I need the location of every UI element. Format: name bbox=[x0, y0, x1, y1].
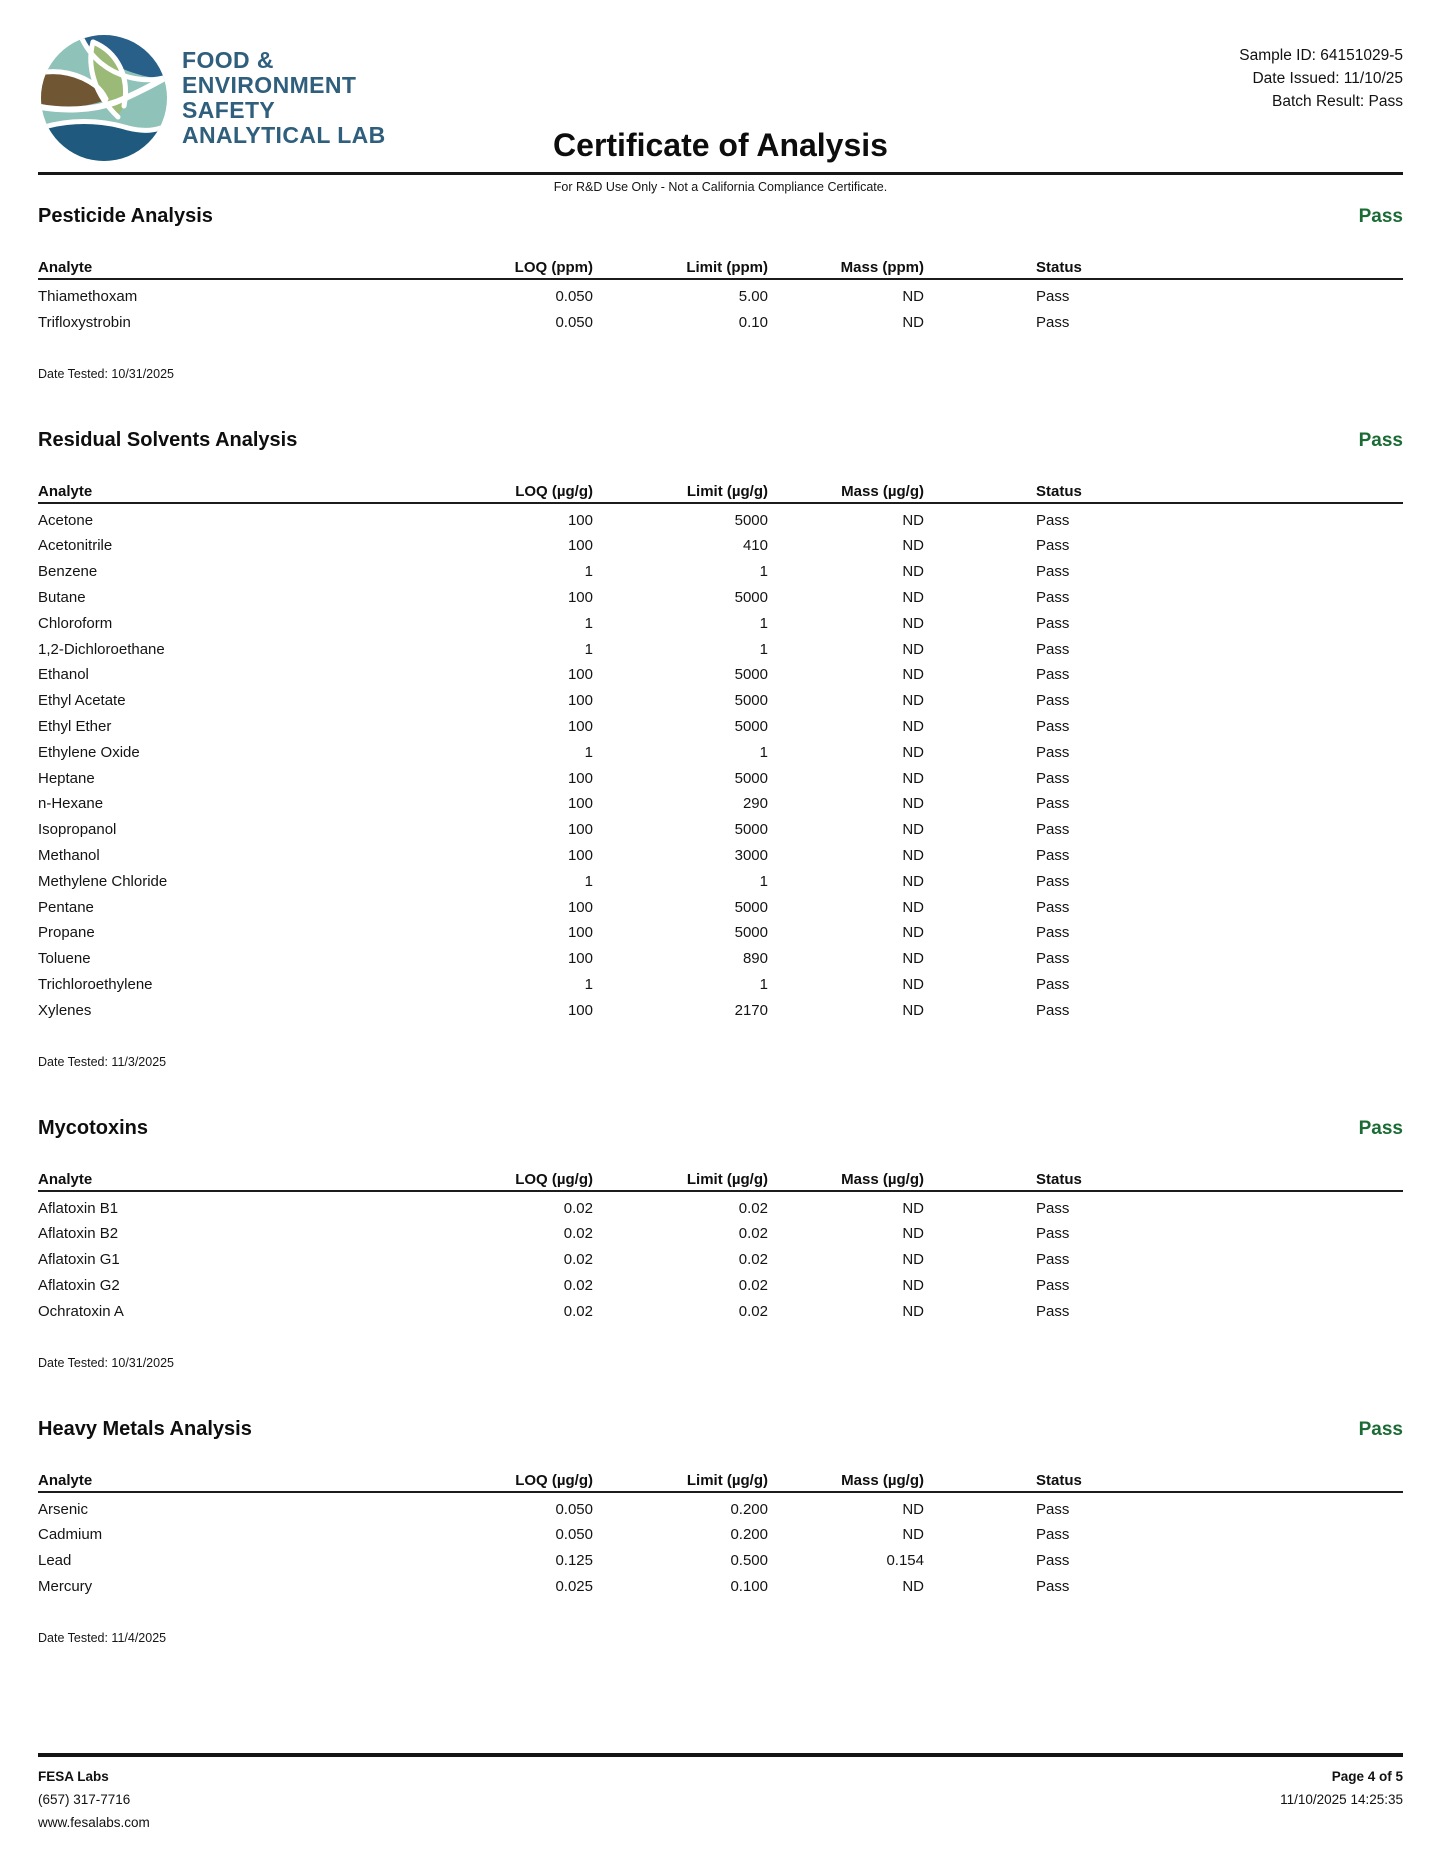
table-cell: Mercury bbox=[38, 1577, 93, 1595]
table-cell: 1 bbox=[584, 743, 593, 761]
table-cell: Pass bbox=[1036, 1526, 1070, 1544]
col-status: Status bbox=[924, 1172, 1403, 1191]
section-header bbox=[38, 429, 1403, 452]
table-cell: ND bbox=[902, 666, 924, 684]
table-cell: 1,2-Dichloroethane bbox=[38, 640, 165, 658]
table-cell: 1 bbox=[759, 743, 768, 761]
section-header bbox=[38, 1117, 1403, 1140]
table-cell: Pass bbox=[1036, 1577, 1070, 1595]
col-limit: Limit (µg/g) bbox=[593, 1172, 768, 1191]
table-row bbox=[38, 1492, 1403, 1523]
table-row bbox=[38, 1548, 1403, 1574]
table-cell: Pass bbox=[1036, 511, 1070, 529]
table-cell: 1 bbox=[584, 975, 593, 993]
table-row bbox=[38, 869, 1403, 895]
lab-name-line: ANALYTICAL LAB bbox=[182, 122, 386, 148]
table-cell: Pass bbox=[1036, 769, 1070, 787]
table-row bbox=[38, 1191, 1403, 1222]
footer-phone: (657) 317-7716 bbox=[38, 1792, 131, 1807]
table-row bbox=[38, 559, 1403, 585]
footer-meta bbox=[1280, 1765, 1403, 1811]
table-row bbox=[38, 611, 1403, 637]
table-cell: Ethyl Acetate bbox=[38, 692, 126, 710]
mycotoxins-table bbox=[38, 1172, 1403, 1325]
table-cell: 5000 bbox=[734, 821, 768, 839]
section-title: Residual Solvents Analysis bbox=[38, 428, 298, 451]
table-cell: 0.050 bbox=[555, 313, 593, 331]
table-cell: 0.500 bbox=[730, 1552, 768, 1570]
table-row bbox=[38, 662, 1403, 688]
table-cell: Pass bbox=[1036, 821, 1070, 839]
date-tested: Date Tested: 11/3/2025 bbox=[38, 1054, 167, 1069]
table-cell: 290 bbox=[742, 795, 768, 813]
table-row bbox=[38, 920, 1403, 946]
table-cell: 5.00 bbox=[738, 288, 768, 305]
col-limit: Limit (µg/g) bbox=[593, 1473, 768, 1492]
table-header bbox=[38, 484, 1403, 503]
table-cell: Pass bbox=[1036, 614, 1070, 632]
table-cell: Pass bbox=[1036, 1500, 1070, 1518]
section-residual-solvents bbox=[38, 429, 1403, 1070]
table-cell: Pass bbox=[1036, 1302, 1070, 1320]
table-cell: 0.02 bbox=[738, 1302, 768, 1320]
table-cell: Pass bbox=[1036, 717, 1070, 735]
table-cell: 0.200 bbox=[730, 1500, 768, 1518]
table-cell: Propane bbox=[38, 924, 95, 942]
table-cell: Aflatoxin G1 bbox=[38, 1251, 120, 1269]
table-cell: 0.02 bbox=[563, 1276, 593, 1294]
table-cell: Chloroform bbox=[38, 614, 113, 632]
table-cell: 0.02 bbox=[563, 1225, 593, 1243]
table-cell: Pass bbox=[1036, 898, 1070, 916]
table-row bbox=[38, 843, 1403, 869]
table-cell: 100 bbox=[567, 692, 593, 710]
table-cell: 100 bbox=[567, 588, 593, 606]
table-cell: ND bbox=[902, 1577, 924, 1595]
table-cell: 0.200 bbox=[730, 1526, 768, 1544]
table-row bbox=[38, 1299, 1403, 1325]
table-cell: 100 bbox=[567, 950, 593, 968]
col-loq: LOQ (µg/g) bbox=[448, 1172, 593, 1191]
lab-name-line: FOOD & bbox=[182, 47, 274, 73]
table-cell: 890 bbox=[742, 950, 768, 968]
section-heavy-metals bbox=[38, 1418, 1403, 1646]
table-cell: Ethylene Oxide bbox=[38, 743, 140, 761]
table-cell: 100 bbox=[567, 846, 593, 864]
table-cell: 2170 bbox=[734, 1001, 768, 1019]
table-cell: ND bbox=[902, 614, 924, 632]
table-cell: Thiamethoxam bbox=[38, 288, 138, 305]
table-row bbox=[38, 740, 1403, 766]
table-cell: ND bbox=[902, 717, 924, 735]
table-cell: Aflatoxin B2 bbox=[38, 1225, 119, 1243]
table-cell: Pass bbox=[1036, 1199, 1070, 1217]
table-cell: ND bbox=[902, 692, 924, 710]
table-cell: ND bbox=[902, 1251, 924, 1269]
table-cell: ND bbox=[902, 795, 924, 813]
col-loq: LOQ (µg/g) bbox=[448, 484, 593, 503]
section-title: Mycotoxins bbox=[38, 1116, 149, 1139]
table-row bbox=[38, 895, 1403, 921]
table-cell: Ethanol bbox=[38, 666, 89, 684]
table-row bbox=[38, 791, 1403, 817]
section-header bbox=[38, 205, 1403, 228]
table-cell: ND bbox=[902, 1526, 924, 1544]
table-cell: 100 bbox=[567, 1001, 593, 1019]
footer-divider bbox=[38, 1753, 1403, 1757]
table-cell: Cadmium bbox=[38, 1526, 103, 1544]
table-cell: Xylenes bbox=[38, 1001, 92, 1019]
table-header bbox=[38, 1473, 1403, 1492]
table-cell: 1 bbox=[759, 614, 768, 632]
table-cell: 100 bbox=[567, 898, 593, 916]
table-header-row bbox=[38, 1172, 1403, 1191]
table-cell: 5000 bbox=[734, 692, 768, 710]
table-cell: 3000 bbox=[734, 846, 768, 864]
table-cell: ND bbox=[902, 511, 924, 529]
table-row bbox=[38, 279, 1403, 310]
col-analyte: Analyte bbox=[38, 260, 448, 279]
table-row bbox=[38, 1247, 1403, 1273]
table-cell: Pass bbox=[1036, 924, 1070, 942]
table-cell: 100 bbox=[567, 924, 593, 942]
lab-name-line: ENVIRONMENT bbox=[182, 72, 357, 98]
table-cell: 0.02 bbox=[738, 1199, 768, 1217]
footer-page-number: Page 4 of 5 bbox=[1331, 1769, 1403, 1784]
table-cell: Pass bbox=[1036, 1276, 1070, 1294]
table-cell: 5000 bbox=[734, 588, 768, 606]
table-cell: Arsenic bbox=[38, 1500, 89, 1518]
col-status: Status bbox=[924, 1473, 1403, 1492]
table-cell: Benzene bbox=[38, 563, 98, 581]
pesticide-table bbox=[38, 260, 1403, 336]
table-cell: ND bbox=[902, 975, 924, 993]
lab-name-line: SAFETY bbox=[182, 97, 276, 123]
document-header bbox=[38, 0, 1403, 164]
table-cell: 100 bbox=[567, 666, 593, 684]
table-cell: n-Hexane bbox=[38, 795, 104, 813]
table-cell: ND bbox=[902, 1225, 924, 1243]
col-mass: Mass (µg/g) bbox=[768, 1172, 924, 1191]
table-cell: Methylene Chloride bbox=[38, 872, 168, 890]
table-cell: 100 bbox=[567, 511, 593, 529]
table-cell: Pass bbox=[1036, 563, 1070, 581]
table-header bbox=[38, 1172, 1403, 1191]
table-cell: ND bbox=[902, 1302, 924, 1320]
table-cell: Pass bbox=[1036, 588, 1070, 606]
table-cell: ND bbox=[902, 743, 924, 761]
col-analyte: Analyte bbox=[38, 1172, 448, 1191]
table-cell: Heptane bbox=[38, 769, 95, 787]
table-cell: 0.050 bbox=[555, 288, 593, 305]
table-cell: ND bbox=[902, 924, 924, 942]
table-header-row bbox=[38, 1473, 1403, 1492]
document-footer bbox=[38, 1753, 1403, 1834]
table-cell: ND bbox=[902, 288, 924, 305]
table-cell: Pass bbox=[1036, 692, 1070, 710]
date-tested: Date Tested: 11/4/2025 bbox=[38, 1630, 167, 1645]
table-cell: ND bbox=[902, 588, 924, 606]
table-cell: Methanol bbox=[38, 846, 100, 864]
table-row bbox=[38, 503, 1403, 534]
table-cell: 0.10 bbox=[738, 313, 768, 331]
table-cell: 5000 bbox=[734, 666, 768, 684]
table-cell: Trichloroethylene bbox=[38, 975, 153, 993]
table-cell: ND bbox=[902, 1001, 924, 1019]
table-cell: 0.02 bbox=[738, 1276, 768, 1294]
table-cell: ND bbox=[902, 821, 924, 839]
table-header bbox=[38, 260, 1403, 279]
page-title: Certificate of Analysis bbox=[553, 127, 888, 163]
col-mass: Mass (µg/g) bbox=[768, 484, 924, 503]
table-cell: Isopropanol bbox=[38, 821, 117, 839]
table-row bbox=[38, 310, 1403, 336]
residual-solvents-table bbox=[38, 484, 1403, 1024]
table-cell: Trifloxystrobin bbox=[38, 313, 131, 331]
table-cell: Pass bbox=[1036, 872, 1070, 890]
section-status-badge: Pass bbox=[1358, 1117, 1403, 1139]
section-mycotoxins bbox=[38, 1117, 1403, 1371]
table-cell: Lead bbox=[38, 1552, 72, 1570]
batch-result: Batch Result: Pass bbox=[1272, 93, 1403, 110]
table-cell: 1 bbox=[759, 563, 768, 581]
table-cell: 0.02 bbox=[738, 1225, 768, 1243]
col-loq: LOQ (ppm) bbox=[448, 260, 593, 279]
table-cell: 100 bbox=[567, 537, 593, 555]
section-status-badge: Pass bbox=[1358, 206, 1403, 227]
table-cell: ND bbox=[902, 898, 924, 916]
disclaimer-text: For R&D Use Only - Not a California Compliance Certificate. bbox=[553, 180, 888, 194]
footer-timestamp: 11/10/2025 14:25:35 bbox=[1280, 1792, 1403, 1807]
table-cell: 0.125 bbox=[555, 1552, 593, 1570]
table-cell: Ochratoxin A bbox=[38, 1302, 124, 1320]
header-divider bbox=[38, 172, 1403, 175]
table-cell: 1 bbox=[759, 872, 768, 890]
table-header-row bbox=[38, 484, 1403, 503]
table-cell: Pass bbox=[1036, 1225, 1070, 1243]
table-cell: Acetone bbox=[38, 511, 94, 529]
table-cell: 0.025 bbox=[555, 1577, 593, 1595]
table-cell: Pass bbox=[1036, 537, 1070, 555]
table-cell: Aflatoxin B1 bbox=[38, 1199, 119, 1217]
table-cell: ND bbox=[902, 537, 924, 555]
table-cell: 1 bbox=[759, 640, 768, 658]
table-cell: 5000 bbox=[734, 924, 768, 942]
table-cell: 1 bbox=[759, 975, 768, 993]
table-row bbox=[38, 766, 1403, 792]
table-row bbox=[38, 817, 1403, 843]
table-row bbox=[38, 714, 1403, 740]
table-row bbox=[38, 688, 1403, 714]
table-cell: Pass bbox=[1036, 640, 1070, 658]
table-cell: 410 bbox=[742, 537, 768, 555]
col-mass: Mass (ppm) bbox=[768, 260, 924, 279]
table-cell: Pass bbox=[1036, 1001, 1070, 1019]
col-loq: LOQ (µg/g) bbox=[448, 1473, 593, 1492]
footer-contact bbox=[38, 1765, 150, 1834]
table-cell: 1 bbox=[584, 872, 593, 890]
section-title: Heavy Metals Analysis bbox=[38, 1417, 252, 1440]
lab-name bbox=[182, 48, 386, 148]
table-cell: 5000 bbox=[734, 511, 768, 529]
table-header-row bbox=[38, 260, 1403, 279]
section-status-badge: Pass bbox=[1358, 429, 1403, 451]
table-cell: Pass bbox=[1036, 1552, 1070, 1570]
col-status: Status bbox=[924, 260, 1403, 279]
table-cell: 0.050 bbox=[555, 1500, 593, 1518]
table-cell: Aflatoxin G2 bbox=[38, 1276, 120, 1294]
table-row bbox=[38, 533, 1403, 559]
col-analyte: Analyte bbox=[38, 484, 448, 503]
table-cell: ND bbox=[902, 1276, 924, 1294]
table-cell: Toluene bbox=[38, 950, 91, 968]
table-cell: Pass bbox=[1036, 666, 1070, 684]
table-cell: ND bbox=[902, 872, 924, 890]
table-cell: 5000 bbox=[734, 898, 768, 916]
table-cell: Pass bbox=[1036, 313, 1070, 331]
table-cell: 0.02 bbox=[563, 1251, 593, 1269]
col-analyte: Analyte bbox=[38, 1473, 448, 1492]
table-cell: 100 bbox=[567, 717, 593, 735]
table-row bbox=[38, 972, 1403, 998]
table-row bbox=[38, 1273, 1403, 1299]
table-cell: 5000 bbox=[734, 717, 768, 735]
table-cell: 1 bbox=[584, 640, 593, 658]
table-row bbox=[38, 1522, 1403, 1548]
table-cell: 0.02 bbox=[563, 1199, 593, 1217]
col-limit: Limit (ppm) bbox=[593, 260, 768, 279]
table-cell: 100 bbox=[567, 795, 593, 813]
footer-company: FESA Labs bbox=[38, 1769, 109, 1784]
sample-id: Sample ID: 64151029-5 bbox=[1239, 47, 1403, 64]
table-cell: Pentane bbox=[38, 898, 94, 916]
table-cell: Pass bbox=[1036, 288, 1070, 305]
table-cell: ND bbox=[902, 769, 924, 787]
table-cell: Pass bbox=[1036, 975, 1070, 993]
table-cell: ND bbox=[902, 846, 924, 864]
col-status: Status bbox=[924, 484, 1403, 503]
table-row bbox=[38, 1574, 1403, 1600]
table-cell: 100 bbox=[567, 769, 593, 787]
table-row bbox=[38, 946, 1403, 972]
table-cell: Pass bbox=[1036, 743, 1070, 761]
table-cell: Butane bbox=[38, 588, 86, 606]
table-cell: Acetonitrile bbox=[38, 537, 113, 555]
section-status-badge: Pass bbox=[1358, 1418, 1403, 1440]
table-cell: 1 bbox=[584, 614, 593, 632]
date-tested: Date Tested: 10/31/2025 bbox=[38, 366, 174, 381]
table-cell: ND bbox=[902, 313, 924, 331]
table-cell: ND bbox=[902, 1199, 924, 1217]
table-cell: 0.154 bbox=[886, 1552, 924, 1570]
section-header bbox=[38, 1418, 1403, 1441]
table-cell: 0.02 bbox=[738, 1251, 768, 1269]
section-title: Pesticide Analysis bbox=[38, 205, 213, 227]
table-cell: ND bbox=[902, 1500, 924, 1518]
table-row bbox=[38, 998, 1403, 1024]
lab-logo-icon bbox=[38, 32, 170, 164]
table-cell: Pass bbox=[1036, 795, 1070, 813]
table-row bbox=[38, 585, 1403, 611]
col-limit: Limit (µg/g) bbox=[593, 484, 768, 503]
table-cell: 100 bbox=[567, 821, 593, 839]
table-cell: Ethyl Ether bbox=[38, 717, 112, 735]
table-cell: 0.050 bbox=[555, 1526, 593, 1544]
table-cell: Pass bbox=[1036, 1251, 1070, 1269]
table-cell: ND bbox=[902, 563, 924, 581]
table-row bbox=[38, 1221, 1403, 1247]
table-cell: 5000 bbox=[734, 769, 768, 787]
sample-info-block bbox=[1239, 44, 1403, 113]
footer-website: www.fesalabs.com bbox=[38, 1815, 150, 1830]
date-tested: Date Tested: 10/31/2025 bbox=[38, 1355, 174, 1370]
table-cell: ND bbox=[902, 640, 924, 658]
table-cell: ND bbox=[902, 950, 924, 968]
table-cell: Pass bbox=[1036, 846, 1070, 864]
table-cell: 1 bbox=[584, 563, 593, 581]
col-mass: Mass (µg/g) bbox=[768, 1473, 924, 1492]
table-row bbox=[38, 637, 1403, 663]
section-pesticide-analysis bbox=[38, 205, 1403, 382]
table-cell: Pass bbox=[1036, 950, 1070, 968]
heavy-metals-table bbox=[38, 1473, 1403, 1600]
table-cell: 0.100 bbox=[730, 1577, 768, 1595]
date-issued: Date Issued: 11/10/25 bbox=[1252, 70, 1403, 87]
table-cell: 0.02 bbox=[563, 1302, 593, 1320]
